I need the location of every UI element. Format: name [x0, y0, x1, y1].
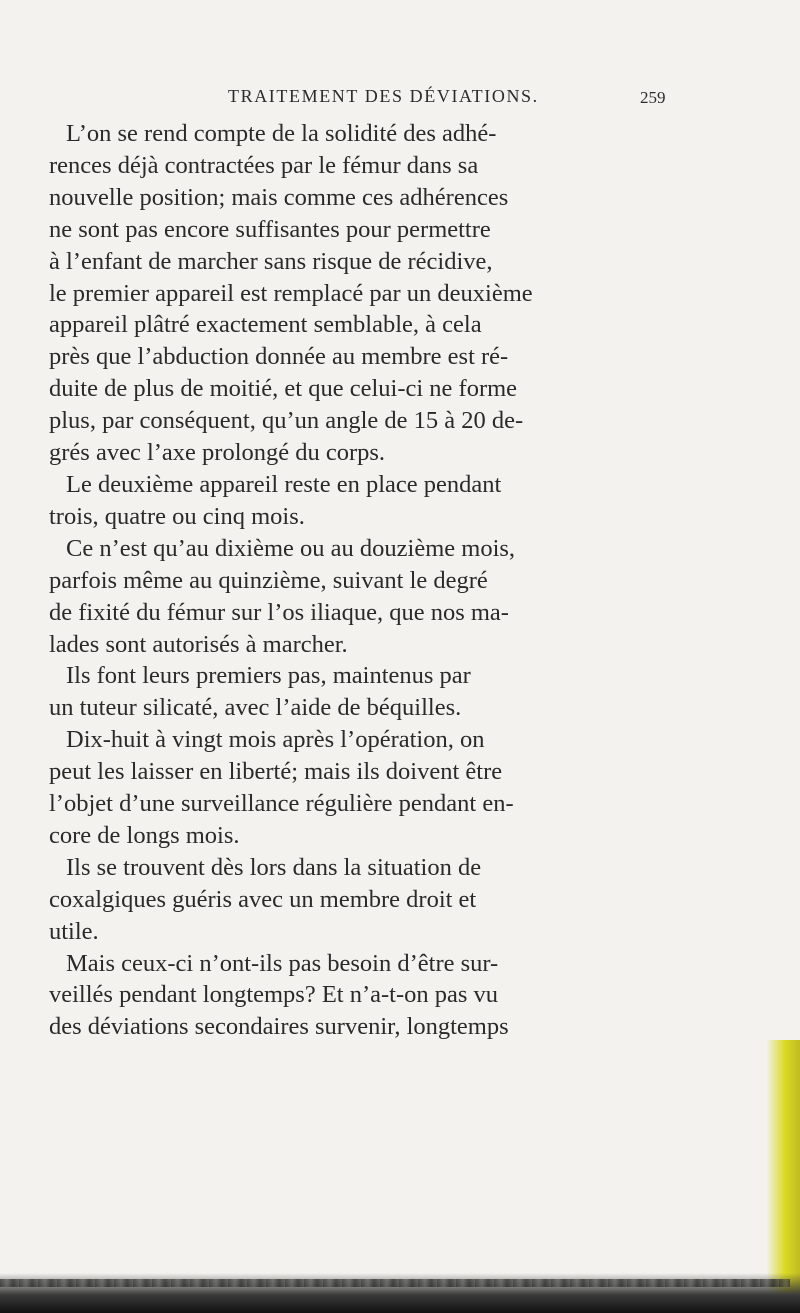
text-line: appareil plâtré exactement semblable, à cela — [49, 311, 482, 339]
page-number: 259 — [640, 88, 666, 107]
body-text — [49, 118, 689, 1043]
paragraph — [49, 118, 689, 469]
text-line: près que l’abduction donnée au membre est ré- — [49, 343, 509, 371]
text-line: Mais ceux-ci n’ont-ils pas besoin d’être sur- — [66, 949, 499, 977]
text-line: de fixité du fémur sur l’os iliaque, que nos ma- — [49, 598, 509, 626]
text-line: Dix-huit à vingt mois après l’opération, on — [66, 726, 485, 754]
paragraph — [49, 469, 689, 533]
text-line: plus, par conséquent, qu’un angle de 15 à 20 de- — [49, 407, 524, 435]
paragraph — [49, 724, 689, 852]
text-line: Ce n’est qu’au dixième ou au douzième mois, — [66, 534, 516, 562]
paragraph — [49, 533, 689, 661]
text-line: trois, quatre ou cinq mois. — [49, 502, 305, 530]
text-line: un tuteur silicaté, avec l’aide de béquilles. — [49, 694, 462, 722]
text-line: Ils se trouvent dès lors dans la situation de — [66, 853, 482, 881]
paragraph — [49, 660, 689, 724]
text-line: peut les laisser en liberté; mais ils doivent être — [49, 758, 503, 786]
text-line: des déviations secondaires survenir, longtemps — [49, 1013, 509, 1041]
running-title: TRAITEMENT DES DÉVIATIONS. — [228, 86, 539, 106]
text-line: core de longs mois. — [49, 821, 240, 849]
text-line: rences déjà contractées par le fémur dans sa — [49, 151, 479, 179]
text-line: grés avec l’axe prolongé du corps. — [49, 439, 386, 467]
text-line: Ils font leurs premiers pas, maintenus par — [66, 662, 471, 690]
text-line: à l’enfant de marcher sans risque de récidive, — [49, 247, 493, 275]
paragraph — [49, 948, 689, 1044]
text-line: nouvelle position; mais comme ces adhérences — [49, 183, 509, 211]
running-head — [0, 86, 800, 116]
text-line: coxalgiques guéris avec un membre droit et — [49, 885, 477, 913]
text-line: veillés pendant longtemps? Et n’a-t-on pas vu — [49, 981, 499, 1009]
text-line: lades sont autorisés à marcher. — [49, 630, 348, 658]
text-line: utile. — [49, 917, 99, 945]
text-line: le premier appareil est remplacé par un deuxième — [49, 279, 533, 307]
text-line: duite de plus de moitié, et que celui-ci ne forme — [49, 375, 518, 403]
text-line: L’on se rend compte de la solidité des adhé- — [66, 120, 497, 147]
text-line: Le deuxième appareil reste en place pendant — [66, 470, 502, 498]
text-line: l’objet d’une surveillance régulière pendant en- — [49, 790, 514, 818]
paragraph — [49, 852, 689, 948]
text-line: parfois même au quinzième, suivant le degré — [49, 566, 488, 594]
text-line: ne sont pas encore suffisantes pour permettre — [49, 215, 491, 243]
scan-edge-bottom — [0, 1273, 800, 1313]
